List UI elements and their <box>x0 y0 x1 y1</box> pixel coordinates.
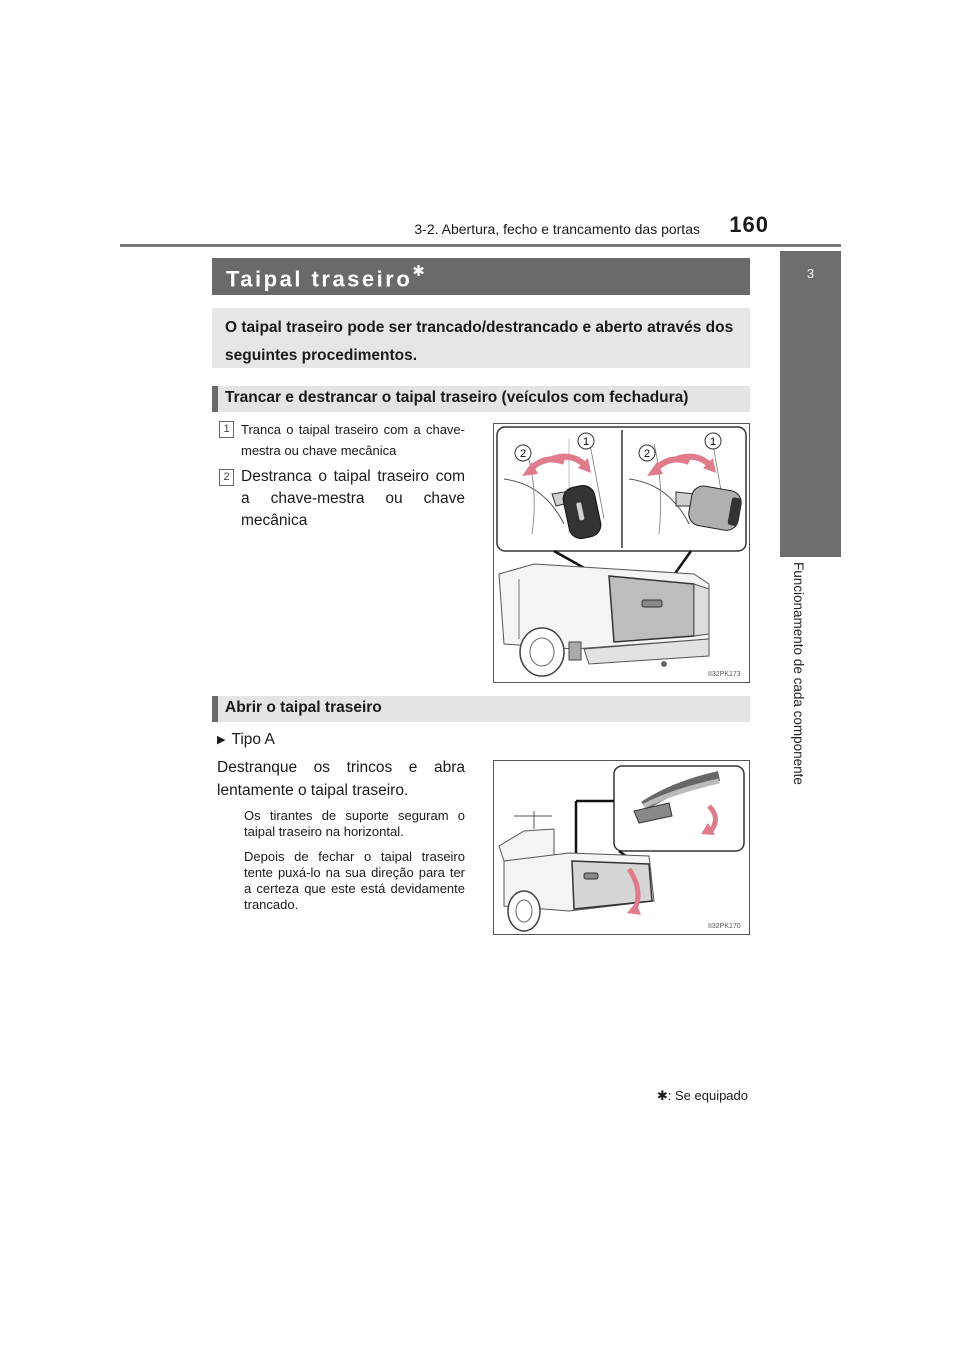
callout-1-left: 1 <box>582 436 590 448</box>
key-lock-illustration <box>494 424 749 682</box>
figure-code-1: II32PK173 <box>708 671 741 678</box>
callout-2-right: 2 <box>643 448 651 460</box>
intro-text: O taipal traseiro pode ser trancado/destrancado e aberto através dos seguintes procedimentos. <box>225 319 734 364</box>
note-support-straps: Os tirantes de suporte seguram o taipal traseiro na horizontal. <box>244 808 465 839</box>
section-heading-lock: Trancar e destrancar o taipal traseiro (veículos com fechadura) <box>225 389 689 406</box>
callout-1-right: 1 <box>709 436 717 448</box>
callout-2-left: 2 <box>519 448 527 460</box>
step-text-1: Tranca o taipal traseiro com a chave-mestra ou chave mecânica <box>241 422 465 458</box>
open-instruction: Destranque os trincos e abra lentamente o taipal traseiro. <box>217 759 465 799</box>
step-number-2: 2 <box>219 469 234 486</box>
equipped-asterisk-icon: ✱ <box>412 263 425 280</box>
page-title-text: Taipal traseiro <box>226 266 413 292</box>
page-title <box>226 264 425 292</box>
section-heading-open: Abrir o taipal traseiro <box>225 699 382 716</box>
chapter-number: 3 <box>806 266 815 281</box>
footnote-asterisk-icon: ✱ <box>656 1088 668 1103</box>
step-text-2: Destranca o taipal traseiro com a chave-mestra ou chave mecânica <box>241 468 465 529</box>
chapter-label-text: Funcionamento de cada componente <box>791 562 806 785</box>
figure-key-lock <box>493 423 750 683</box>
step-number-1: 1 <box>219 421 234 438</box>
figure-open-tailgate <box>493 760 750 935</box>
chapter-tab <box>780 251 841 557</box>
note-check-locked: Depois de fechar o taipal traseiro tente puxá-lo na sua direção para ter a certeza que este está devidamente trancado. <box>244 849 465 912</box>
triangle-bullet-icon: ▶ <box>217 734 226 746</box>
open-tailgate-illustration <box>494 761 749 934</box>
footnote <box>610 1088 748 1104</box>
type-label-text: Tipo A <box>231 731 275 748</box>
page-number: 160 <box>729 212 769 237</box>
chapter-label <box>791 562 811 812</box>
footnote-text: : Se equipado <box>667 1088 748 1103</box>
header-rule <box>120 244 841 247</box>
type-label <box>217 731 275 749</box>
figure-code-2: II32PK170 <box>708 923 741 930</box>
running-header-section: 3-2. Abertura, fecho e trancamento das portas <box>414 221 700 237</box>
